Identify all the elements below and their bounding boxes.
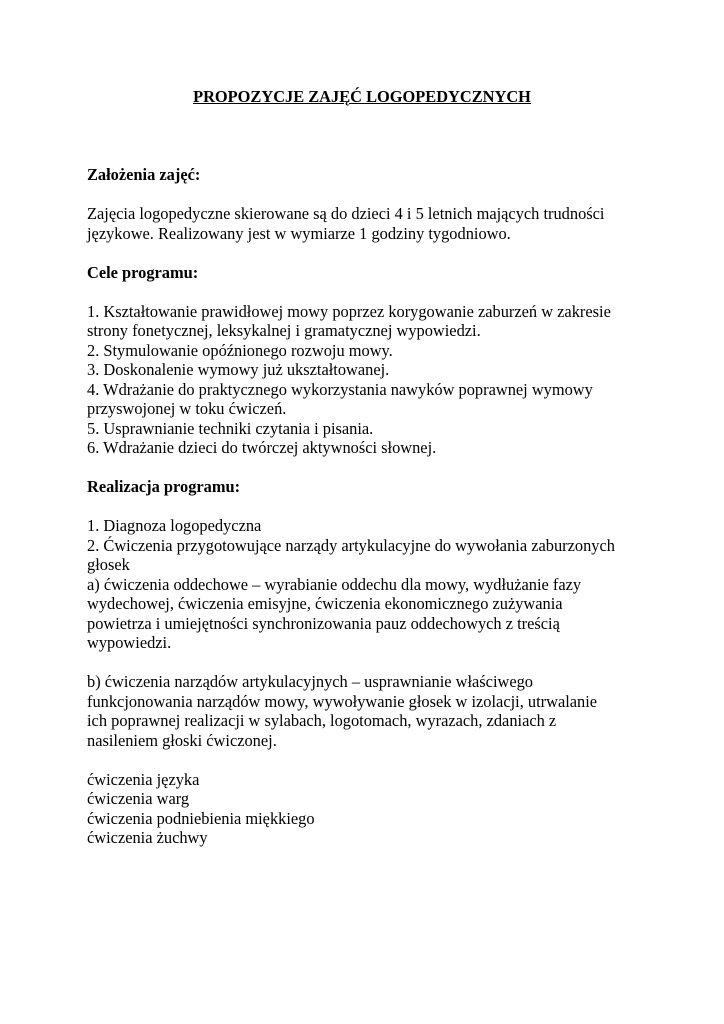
exercise-list-item: ćwiczenia podniebienia miękkiego [87,808,315,828]
section-heading-assumptions: Założenia zajęć: [87,165,201,184]
realization-line: b) ćwiczenia narządów artykulacyjnych – usprawnianie właściwego [87,672,534,691]
realization-line: wydechowej, ćwiczenia emisyjne, ćwiczenia ekonomicznego zużywania [87,594,563,613]
paragraph-line: językowe. Realizowany jest w wymiarze 1 godziny tygodniowo. [87,223,511,243]
goal-line: 2. Stymulowanie opóźnionego rozwoju mowy. [87,340,393,360]
goal-line: 3. Doskonalenie wymowy już ukształtowanej. [87,360,390,379]
realization-line: wypowiedzi. [87,633,172,652]
goal-line: 1. Kształtowanie prawidłowej mowy poprzez korygowanie zaburzeń w zakresie [87,301,611,321]
exercise-list-item: ćwiczenia warg [87,789,190,808]
realization-line: powietrza i umiejętności synchronizowania pauz oddechowych z treścią [87,613,560,633]
section-heading-realization: Realizacja programu: [87,477,241,496]
realization-line: nasileniem głoski ćwiczonej. [87,730,277,750]
realization-line: funkcjonowania narządów mowy, wywoływanie głosek w izolacji, utrwalanie [87,691,598,711]
goal-line: 5. Usprawnianie techniki czytania i pisania. [87,418,374,438]
realization-line: ich poprawnej realizacji w sylabach, logotomach, wyrazach, zdaniach z [87,711,557,730]
section-heading-goals: Cele programu: [87,262,199,282]
exercise-list-item: ćwiczenia żuchwy [87,828,208,847]
realization-line: 2. Ćwiczenia przygotowujące narządy artykulacyjne do wywołania zaburzonych [87,535,615,555]
goal-line: 6. Wdrażanie dzieci do twórczej aktywności słownej. [87,438,437,457]
exercise-list-item: ćwiczenia języka [87,769,200,789]
paragraph-line: Zajęcia logopedyczne skierowane są do dzieci 4 i 5 letnich mających trudności [87,204,605,223]
document-body [87,165,647,848]
realization-line: a) ćwiczenia oddechowe – wyrabianie oddechu dla mowy, wydłużanie fazy [87,574,582,594]
realization-line: głosek [87,555,130,574]
goal-line: strony fonetycznej, leksykalnej i gramatycznej wypowiedzi. [87,321,481,340]
realization-line: 1. Diagnoza logopedyczna [87,516,262,535]
goal-line: przyswojonej w toku ćwiczeń. [87,399,287,418]
document-title: PROPOZYCJE ZAJĘĆ LOGOPEDYCZNYCH [193,87,531,106]
goal-line: 4. Wdrażanie do praktycznego wykorzystania nawyków poprawnej wymowy [87,379,593,399]
